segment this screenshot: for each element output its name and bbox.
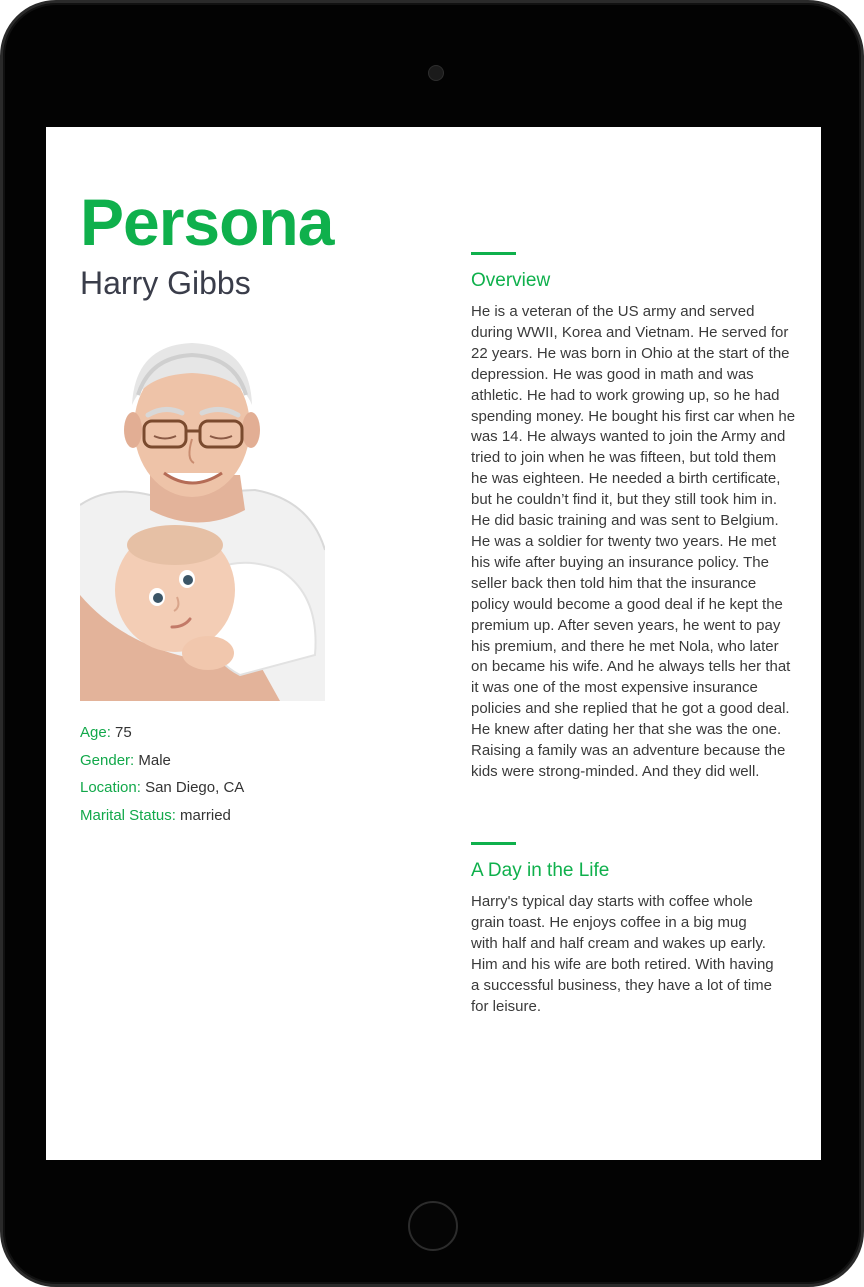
overview-text: He is a veteran of the US army and served during WWII, Korea and Vietnam. He served for 22 years. He was born in Ohio at the start of the depression. He was good in math and was athletic. He had to work growing up, so he had spending money. He bought his first car when he was 14. He always wanted to join the Army and tried to join when he was fifteen, but told them he was eighteen. He needed a birth certificate, but he couldn’t find it, but they still took him in. He did basic training and was sent to Belgium. He was a soldier for twenty two years. He met his wife after buying an insurance policy. The seller back then told him that the insurance policy would become a good deal if he kept the premium up. After seven years, he went to pay his premium, and there he met Nola, who later on became his wife. And he always tells her that it was one of the most expensive insurance policies and she replied that he got a good deal. He knew after dating her that she was the one. Raising a family was an adventure because the kids were strong-minded. And they did well. [471,303,796,780]
fact-location [80,778,244,806]
day-in-life-divider [471,842,516,845]
home-button[interactable] [408,1201,458,1251]
fact-value: Male [138,751,171,769]
fact-marital-status [80,806,244,834]
overview-divider [471,252,516,255]
persona-photo [80,335,325,701]
tablet-screen [46,127,821,1160]
fact-value: married [180,806,231,824]
day-in-life-text: Harry's typical day starts with coffee whole grain toast. He enjoys coffee in a big mug with half and half cream and wakes up early. Him and his wife are both retired. With having a successful business, they have a lot of time for leisure. [471,893,774,1015]
overview-heading: Overview [471,270,551,291]
persona-facts [80,723,244,833]
fact-label: Gender: [80,751,135,769]
fact-label: Age: [80,724,111,741]
camera-icon [428,65,444,81]
fact-gender [80,751,244,779]
persona-photo-illustration [80,335,325,701]
fact-label: Marital Status: [80,806,176,824]
fact-value: 75 [115,724,132,741]
page-title: Persona [80,185,334,259]
fact-label: Location: [80,779,141,796]
fact-value: San Diego, CA [145,779,245,796]
fact-age [80,723,244,751]
persona-name: Harry Gibbs [80,265,251,301]
day-in-life-heading: A Day in the Life [471,860,610,881]
